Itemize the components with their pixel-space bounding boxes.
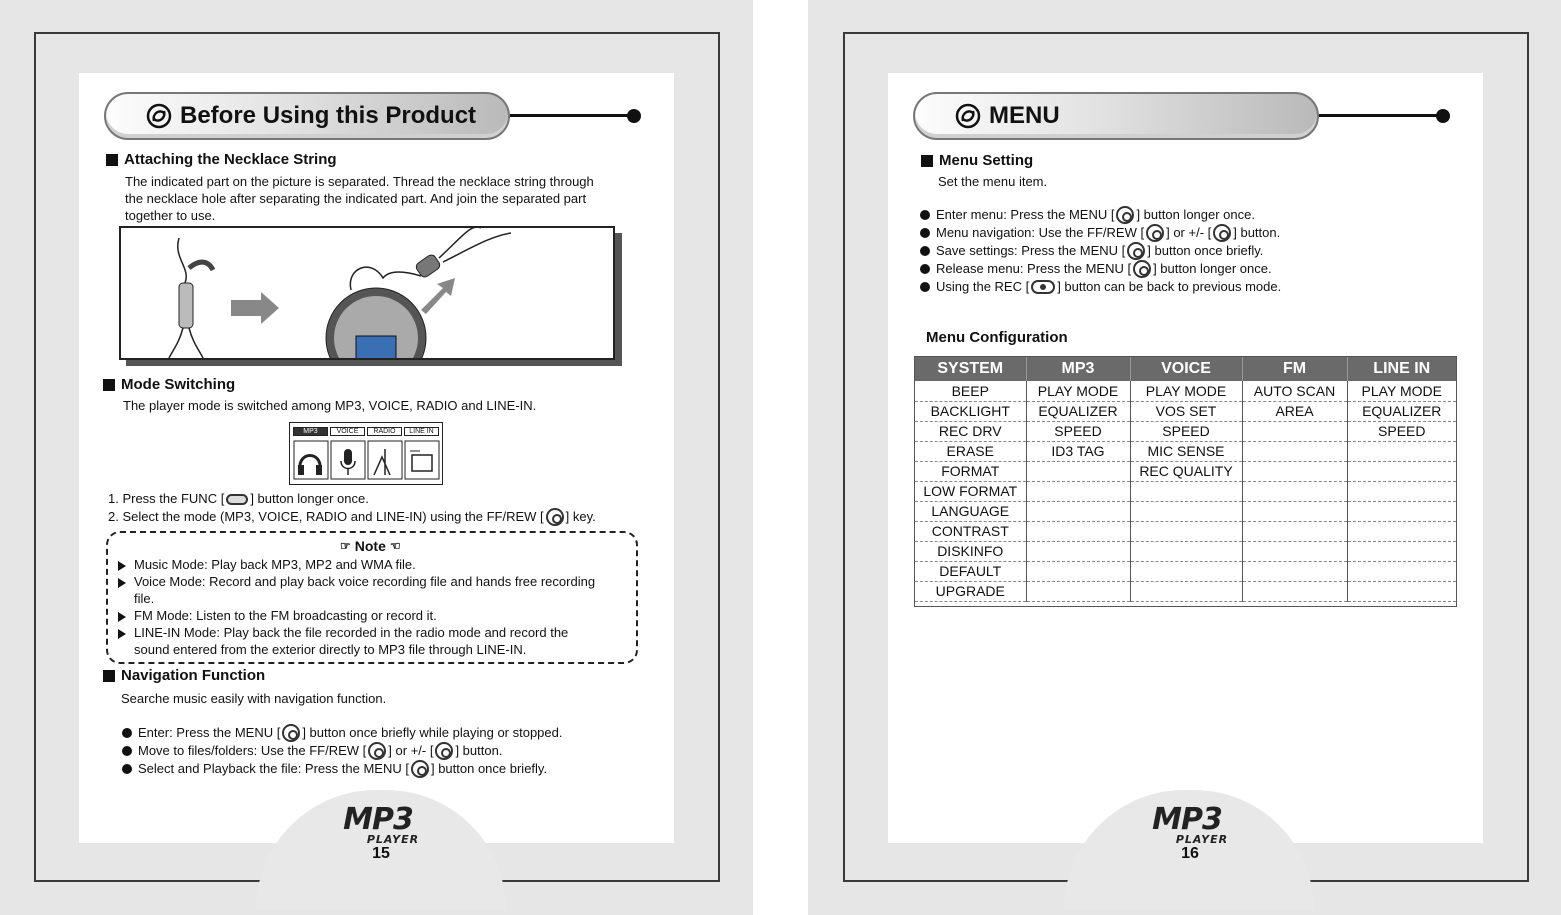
table-cell: FORMAT — [915, 461, 1026, 481]
table-header-row — [915, 357, 1456, 381]
menu-button-icon — [411, 760, 429, 778]
table-row — [915, 581, 1456, 601]
necklace-drawing — [121, 228, 613, 358]
square-bullet-icon — [921, 155, 933, 167]
nav-bullet-enter: Enter: Press the MENU [ ] button once briefly while playing or stopped. — [122, 724, 563, 742]
table-cell: REC QUALITY — [1130, 461, 1242, 481]
table-cell: AREA — [1242, 401, 1347, 421]
table-cell: EQUALIZER — [1347, 401, 1456, 421]
mode-tabs — [293, 427, 439, 436]
table-cell — [1347, 501, 1456, 521]
note-item-line-in-cont: sound entered from the exterior directly to MP3 file through LINE-IN. — [134, 642, 527, 657]
table-cell — [1347, 481, 1456, 501]
table-row — [915, 481, 1456, 501]
table-cell — [1242, 541, 1347, 561]
triangle-bullet-icon — [118, 612, 126, 622]
note-item-voice-cont: file. — [134, 591, 155, 606]
menu-configuration-heading: Menu Configuration — [926, 329, 1068, 346]
menu-button-icon — [1133, 260, 1151, 278]
table-cell — [1347, 441, 1456, 461]
table-cell — [1130, 541, 1242, 561]
triangle-bullet-icon — [118, 629, 126, 639]
table-cell — [1347, 561, 1456, 581]
table-cell — [1242, 561, 1347, 581]
necklace-text: The indicated part on the picture is separated. Thread the necklace string through the necklace hole after separating the indicated part. And join the separated part together to use. — [125, 174, 594, 223]
triangle-bullet-icon — [118, 561, 126, 571]
note-heading: ☞ Note ☜ — [340, 538, 401, 554]
rec-button-icon — [1031, 280, 1055, 294]
round-bullet-icon — [122, 764, 132, 774]
table-row — [915, 501, 1456, 521]
table-cell — [1242, 581, 1347, 601]
table-cell — [1242, 421, 1347, 441]
square-bullet-icon — [103, 379, 115, 391]
table-cell: SPEED — [1026, 421, 1130, 441]
table-cell: AUTO SCAN — [1242, 381, 1347, 401]
table-cell — [1130, 581, 1242, 601]
table-cell — [1026, 481, 1130, 501]
menu-bullet-enter: Enter menu: Press the MENU [ ] button longer once. — [920, 206, 1255, 224]
menu-bullet-navigation: Menu navigation: Use the FF/REW [ ] or +/- [ ] button. — [920, 224, 1280, 242]
table-cell: LANGUAGE — [915, 501, 1026, 521]
page-number: 16 — [1181, 845, 1199, 862]
menu-configuration-table — [915, 357, 1456, 602]
page-title: Before Using this Product — [180, 102, 477, 129]
table-cell — [1242, 461, 1347, 481]
table-cell — [1347, 581, 1456, 601]
table-row — [915, 441, 1456, 461]
square-bullet-icon — [106, 154, 118, 166]
table-cell: VOS SET — [1130, 401, 1242, 421]
mode-step-2: 2. Select the mode (MP3, VOICE, RADIO and LINE-IN) using the FF/REW [ ] key. — [108, 509, 596, 524]
necklace-illustration — [119, 226, 615, 360]
table-cell: SPEED — [1130, 421, 1242, 441]
necklace-heading: Attaching the Necklace String — [106, 151, 337, 168]
table-cell: MIC SENSE — [1130, 441, 1242, 461]
page-number: 15 — [372, 845, 390, 862]
mode-tab-voice: VOICE — [330, 427, 365, 436]
menu-bullet-release: Release menu: Press the MENU [ ] button longer once. — [920, 260, 1272, 278]
column-header: SYSTEM — [915, 357, 1026, 381]
mode-text: The player mode is switched among MP3, VOICE, RADIO and LINE-IN. — [123, 398, 537, 413]
left-page-title-banner — [104, 92, 510, 140]
menu-bullet-save: Save settings: Press the MENU [ ] button once briefly. — [920, 242, 1263, 260]
round-bullet-icon — [920, 228, 930, 238]
swirl-icon — [955, 103, 981, 129]
table-cell — [1242, 481, 1347, 501]
table-cell: EQUALIZER — [1026, 401, 1130, 421]
nav-bullet-select: Select and Playback the file: Press the MENU [ ] button once briefly. — [122, 760, 547, 778]
pointing-hand-left-icon: ☜ — [389, 539, 401, 553]
mode-heading: Mode Switching — [103, 376, 235, 393]
column-header: VOICE — [1130, 357, 1242, 381]
mp3-player-logo: MP3 PLAYER — [1152, 802, 1229, 846]
table-row — [915, 541, 1456, 561]
nav-bullet-move: Move to files/folders: Use the FF/REW [ ] or +/- [ ] button. — [122, 742, 502, 760]
menu-setting-heading: Menu Setting — [921, 152, 1033, 169]
menu-button-icon — [1127, 242, 1145, 260]
menu-bullet-rec: Using the REC [ ] button can be back to previous mode. — [920, 278, 1281, 296]
table-cell: DISKINFO — [915, 541, 1026, 561]
round-bullet-icon — [920, 210, 930, 220]
mode-tab-mp3: MP3 — [293, 427, 328, 436]
table-cell: CONTRAST — [915, 521, 1026, 541]
table-row — [915, 561, 1456, 581]
swirl-icon — [146, 103, 172, 129]
menu-configuration-table-frame — [914, 356, 1457, 607]
table-cell: DEFAULT — [915, 561, 1026, 581]
title-rule-dot — [627, 109, 641, 123]
func-button-icon — [226, 494, 248, 505]
table-row — [915, 401, 1456, 421]
mode-tab-radio: RADIO — [367, 427, 402, 436]
table-body — [915, 381, 1456, 601]
table-cell — [1026, 561, 1130, 581]
menu-button-icon — [1116, 206, 1134, 224]
table-cell — [1026, 501, 1130, 521]
table-cell: REC DRV — [915, 421, 1026, 441]
table-cell: ERASE — [915, 441, 1026, 461]
column-header: LINE IN — [1347, 357, 1456, 381]
table-cell: BACKLIGHT — [915, 401, 1026, 421]
table-cell — [1347, 521, 1456, 541]
round-bullet-icon — [920, 246, 930, 256]
plus-minus-button-icon — [1213, 224, 1231, 242]
mode-icons — [292, 439, 442, 483]
table-cell: UPGRADE — [915, 581, 1026, 601]
note-item-fm: FM Mode: Listen to the FM broadcasting or record it. — [118, 607, 437, 624]
round-bullet-icon — [920, 282, 930, 292]
menu-button-icon — [282, 724, 300, 742]
table-cell — [1242, 441, 1347, 461]
ff-rew-button-icon — [1146, 224, 1164, 242]
table-row — [915, 461, 1456, 481]
table-cell: SPEED — [1347, 421, 1456, 441]
menu-setting-text: Set the menu item. — [938, 174, 1048, 189]
mode-screen-illustration — [289, 422, 443, 485]
note-item-music: Music Mode: Play back MP3, MP2 and WMA file. — [118, 556, 416, 573]
mode-tab-line-in: LINE IN — [404, 427, 439, 436]
table-cell — [1130, 481, 1242, 501]
table-cell: BEEP — [915, 381, 1026, 401]
ff-rew-key-icon — [546, 508, 564, 526]
table-cell: ID3 TAG — [1026, 441, 1130, 461]
table-cell — [1026, 541, 1130, 561]
table-cell — [1242, 521, 1347, 541]
table-cell — [1130, 561, 1242, 581]
note-item-voice: Voice Mode: Record and play back voice recording file and hands free recording — [118, 573, 595, 590]
triangle-bullet-icon — [118, 578, 126, 588]
table-row — [915, 381, 1456, 401]
table-row — [915, 521, 1456, 541]
table-cell — [1347, 461, 1456, 481]
page-title: MENU — [989, 102, 1060, 129]
column-header: FM — [1242, 357, 1347, 381]
table-cell — [1130, 521, 1242, 541]
table-cell — [1347, 541, 1456, 561]
table-cell: PLAY MODE — [1347, 381, 1456, 401]
square-bullet-icon — [103, 670, 115, 682]
right-page-title-banner — [913, 92, 1319, 140]
pointing-hand-right-icon: ☞ — [340, 539, 351, 553]
table-cell — [1026, 581, 1130, 601]
navigation-heading: Navigation Function — [103, 667, 265, 684]
round-bullet-icon — [122, 746, 132, 756]
round-bullet-icon — [122, 728, 132, 738]
table-row — [915, 421, 1456, 441]
table-cell — [1242, 501, 1347, 521]
table-cell — [1026, 521, 1130, 541]
title-rule-dot — [1436, 109, 1450, 123]
table-cell — [1130, 501, 1242, 521]
table-cell: LOW FORMAT — [915, 481, 1026, 501]
table-cell: PLAY MODE — [1130, 381, 1242, 401]
table-cell: PLAY MODE — [1026, 381, 1130, 401]
ff-rew-button-icon — [368, 742, 386, 760]
plus-minus-button-icon — [435, 742, 453, 760]
column-header: MP3 — [1026, 357, 1130, 381]
title-rule — [1319, 114, 1441, 117]
mp3-player-logo: MP3 PLAYER — [343, 802, 420, 846]
navigation-text: Searche music easily with navigation function. — [121, 691, 387, 706]
title-rule — [510, 114, 632, 117]
round-bullet-icon — [920, 264, 930, 274]
mode-step-1: 1. Press the FUNC [ ] button longer once. — [108, 491, 369, 506]
note-item-line-in: LINE-IN Mode: Play back the file recorded in the radio mode and record the — [118, 624, 568, 641]
table-cell — [1026, 461, 1130, 481]
